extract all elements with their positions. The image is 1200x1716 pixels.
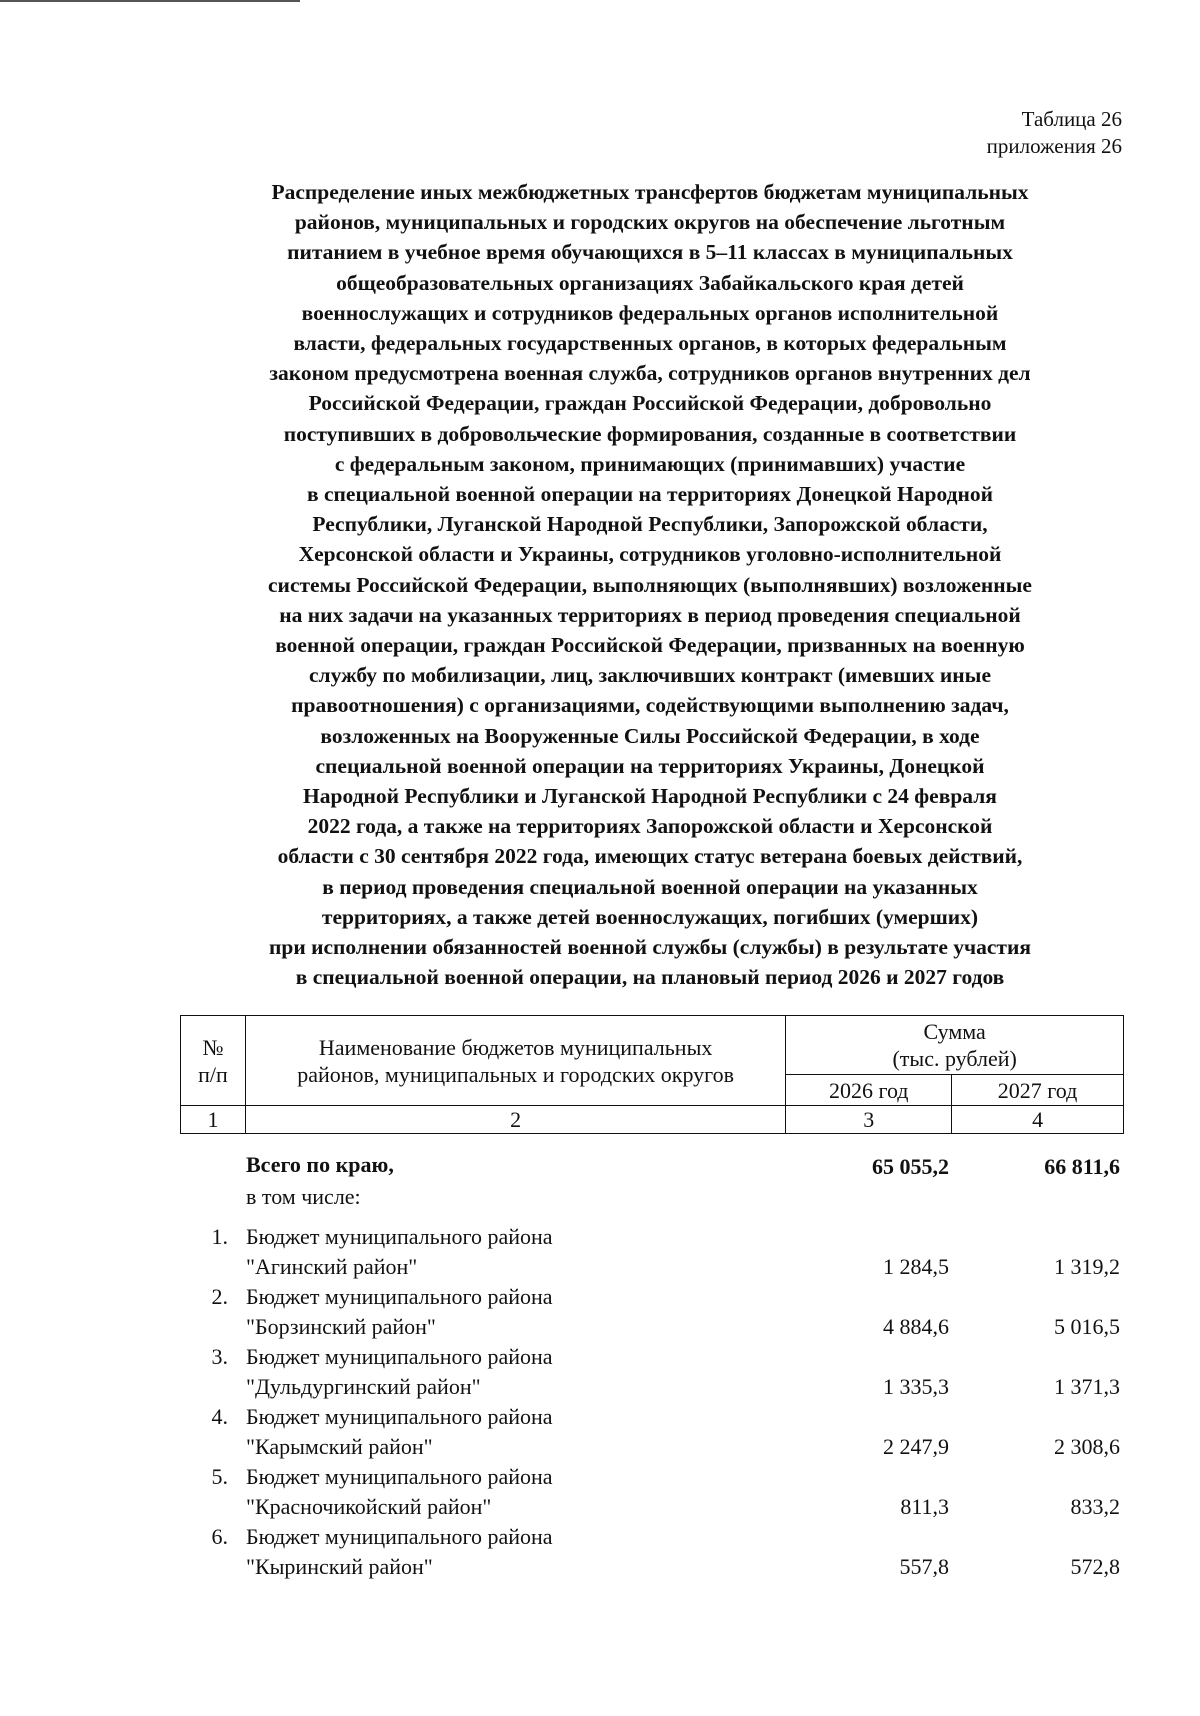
scan-edge-line [0,0,300,2]
including-label: в том числе: [246,1184,361,1209]
title-line: власти, федеральных государственных органов, в которых федеральным [293,331,1007,356]
title-line: Республики, Луганской Народной Республики, Запорожской области, [312,512,988,537]
header-year-2027: 2027 год [952,1075,1124,1106]
row-name-line1: Бюджет муниципального района [246,1404,553,1429]
row-value-2026: 4 884,6 [883,1314,949,1339]
row-name-line2: "Кыринский район" [246,1554,433,1579]
title-line: военнослужащих и сотрудников федеральных органов исполнительной [301,300,999,325]
row-name [246,1342,766,1402]
row-name [246,1522,766,1582]
table-body [180,1150,1124,1582]
row-name-line1: Бюджет муниципального района [246,1464,553,1489]
total-2026: 65 055,2 [872,1154,949,1179]
row-name-line2: "Карымский район" [246,1434,433,1459]
title-line: в период проведения специальной военной операции на указанных [322,874,978,899]
row-value-2026: 1 284,5 [883,1254,949,1279]
row-value-2027: 2 308,6 [1054,1434,1120,1459]
title-line: Народной Республики и Луганской Народной Республики с 24 февраля [303,784,997,809]
column-number-3: 3 [786,1106,952,1134]
title-line: военной операции, граждан Российской Федерации, призванных на военную [275,633,1025,658]
row-name-line2: "Агинский район" [246,1254,418,1279]
row-number: 5. [211,1464,228,1489]
title-line: возложенных на Вооруженные Силы Российской Федерации, в ходе [320,723,980,748]
title-line: 2022 года, а также на территориях Запорожской области и Херсонской [307,814,993,839]
including-row [180,1182,1124,1222]
title-line: общеобразовательных организациях Забайкальского края детей [336,270,964,295]
row-value-2026: 2 247,9 [883,1434,949,1459]
title-line: территориях, а также детей военнослужащих, погибших (умерших) [321,904,979,929]
title-line: Херсонской области и Украины, сотрудников уголовно-исполнительной [298,542,1002,567]
title-line: в специальной военной операции, на плановый период 2026 и 2027 годов [295,965,1005,990]
table-number: Таблица 26 [1021,107,1122,131]
header-sum-line2: (тыс. рублей) [892,1046,1017,1071]
header-year-2026: 2026 год [786,1075,952,1106]
row-value-2026: 1 335,3 [883,1374,949,1399]
row-name-line1: Бюджет муниципального района [246,1344,553,1369]
row-value-2027: 5 016,5 [1054,1314,1120,1339]
header-number-sign: № [202,1034,224,1060]
header-sum-line1: Сумма [923,1019,986,1044]
header-number-abbr: п/п [198,1061,228,1087]
header-name-line1: Наименование бюджетов муниципальных [318,1034,713,1060]
row-number: 4. [211,1404,228,1429]
total-row [180,1150,1124,1182]
title-line: на них задачи на указанных территориях в период проведения специальной [279,602,1021,627]
header-number-cell [181,1016,246,1106]
title-line: правоотношения) с организациями, содействующими выполнению задач, [291,693,1009,718]
row-number: 6. [211,1524,228,1549]
table-row [180,1402,1124,1462]
row-value-2026: 557,8 [899,1554,949,1579]
title-line: законом предусмотрена военная служба, сотрудников органов внутренних дел [269,361,1031,386]
total-label: Всего по краю, [246,1152,394,1177]
title-line: специальной военной операции на территориях Украины, Донецкой [315,753,985,778]
title-line: системы Российской Федерации, выполняющих (выполнявших) возложенные [268,572,1032,597]
row-name [246,1402,766,1462]
row-name-line2: "Дульдургинский район" [246,1374,481,1399]
column-number-4: 4 [952,1106,1124,1134]
title-line: службу по мобилизации, лиц, заключивших контракт (имевших иные [309,663,991,688]
title-line: в специальной военной операции на территориях Донецкой Народной [307,482,993,507]
row-name-line1: Бюджет муниципального района [246,1284,553,1309]
row-value-2027: 1 371,3 [1054,1374,1120,1399]
title-line: при исполнении обязанностей военной службы (службы) в результате участия [268,935,1032,960]
row-value-2026: 811,3 [900,1494,949,1519]
title-line: поступивших в добровольческие формирования, созданные в соответствии [283,421,1017,446]
table-header [180,1015,1124,1134]
title-line: питанием в учебное время обучающихся в 5–11 классах в муниципальных [287,240,1013,265]
header-sum-cell [786,1016,1124,1075]
row-number: 1. [211,1224,228,1249]
row-name-line2: "Красночикойский район" [246,1494,492,1519]
row-name [246,1462,766,1522]
table-row [180,1342,1124,1402]
row-name-line1: Бюджет муниципального района [246,1224,553,1249]
title-line: Российской Федерации, граждан Российской Федерации, добровольно [308,391,992,416]
row-number: 2. [211,1284,228,1309]
table-row [180,1222,1124,1282]
total-2027: 66 811,6 [1044,1154,1120,1179]
header-name-cell [245,1016,785,1106]
row-name [246,1282,766,1342]
table-reference [987,106,1122,160]
title-line: районов, муниципальных и городских округов на обеспечение льготным [294,210,1006,235]
title-line: области с 30 сентября 2022 года, имеющих статус ветерана боевых действий, [277,844,1023,869]
row-value-2027: 1 319,2 [1054,1254,1120,1279]
table-row [180,1462,1124,1522]
title-line: Распределение иных межбюджетных трансфертов бюджетам муниципальных [271,180,1029,204]
document-title [180,177,1120,992]
row-name [246,1222,766,1282]
item-rows [180,1222,1124,1582]
row-value-2027: 572,8 [1070,1554,1120,1579]
row-name-line2: "Борзинский район" [246,1314,436,1339]
header-name-line2: районов, муниципальных и городских округов [297,1061,735,1087]
column-number-1: 1 [181,1106,246,1134]
table-row [180,1282,1124,1342]
row-name-line1: Бюджет муниципального района [246,1524,553,1549]
annex-reference: приложения 26 [986,134,1122,158]
table-row [180,1522,1124,1582]
row-number: 3. [211,1344,228,1369]
title-line: с федеральным законом, принимающих (принимавших) участие [334,451,966,476]
column-number-2: 2 [245,1106,785,1134]
row-value-2027: 833,2 [1070,1494,1120,1519]
